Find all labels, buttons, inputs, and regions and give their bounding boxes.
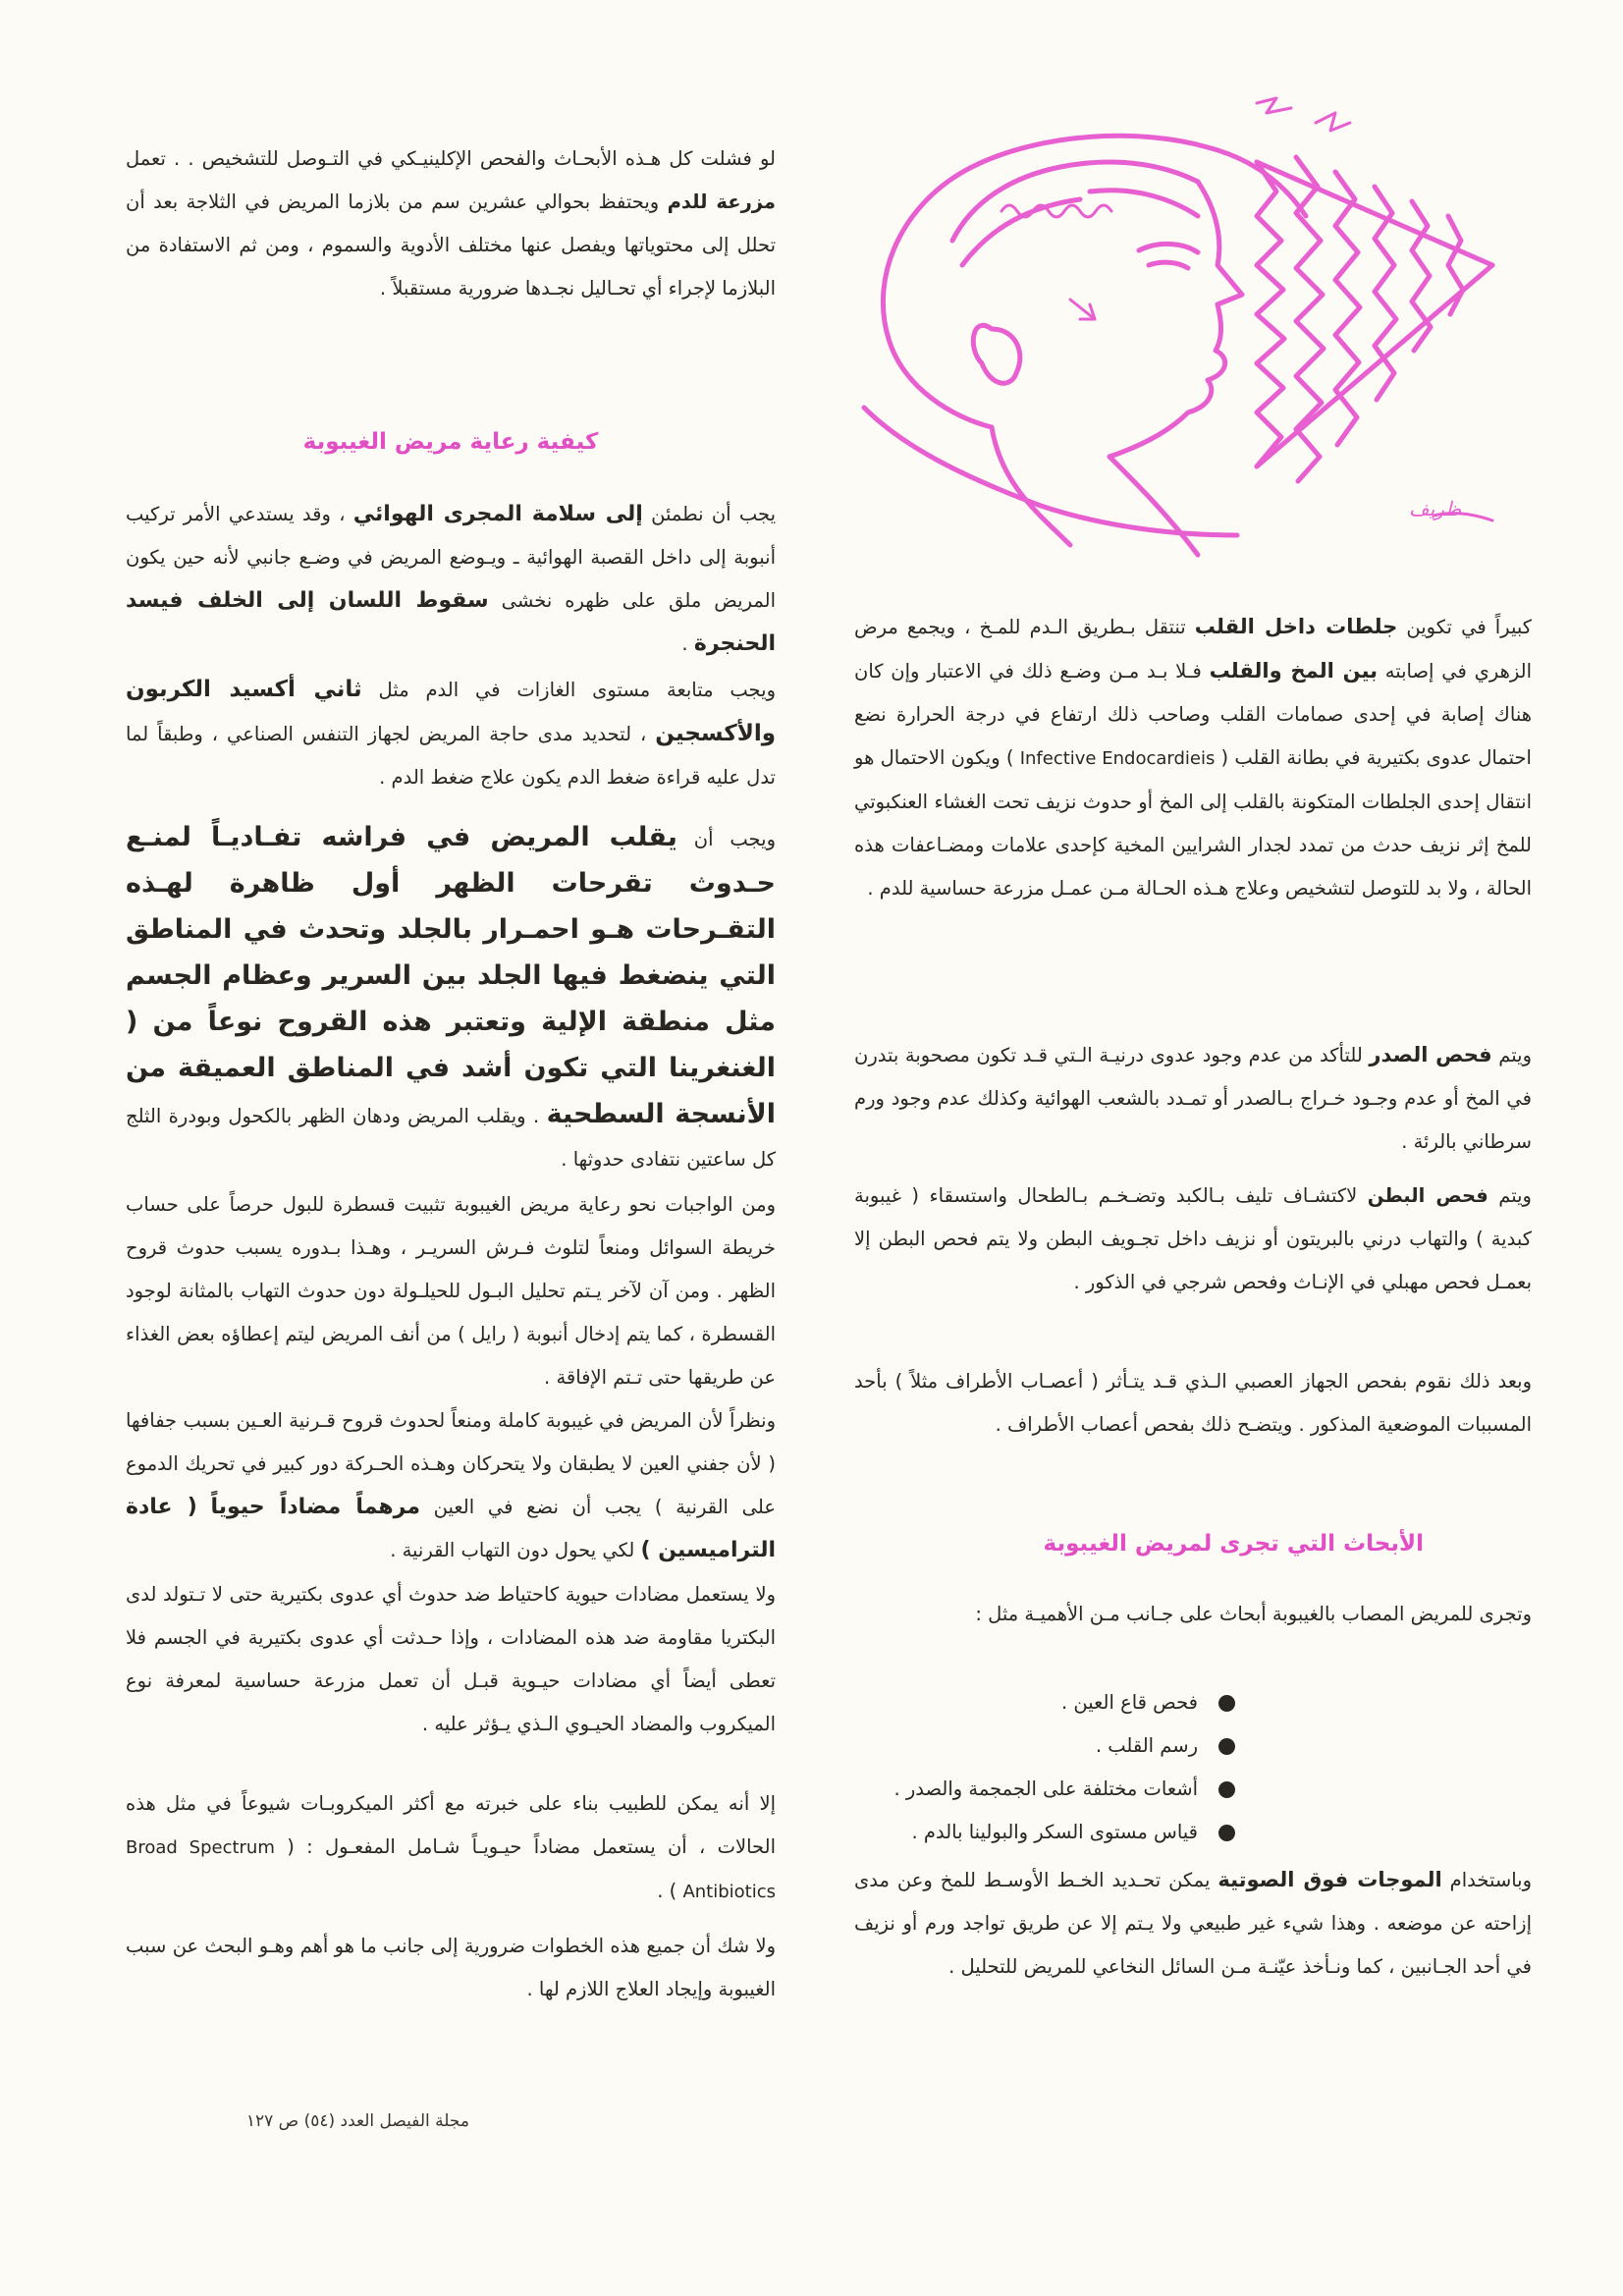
head-wave-illustration [844, 93, 1522, 574]
patient-turning-paragraph: ويجب أن يقلب المريض في فراشه تفـاديـاً لمنـع حـدوث تقرحات الظهر أول ظاهرة لهـذه التقـرحات هـو احمـرار بالجلد وتحدث في المناطق التي ينضغط فيها الجلد بين السرير وعظام الجسم مثل منطقة الإلية وتعتبر هذه القروح نوعاً من ( الغنغرينا التي تكون أشد في المناطق العميقة من الأنسجة السطحية . ويقلب المريض ودهان الظهر بالكحول وبودرة الثلج كل ساعتين نتفادى حدوثها . [126, 822, 777, 1171]
chest-exam-paragraph: ويتم فحص الصدر للتأكد من عدم وجود عدوى درنيـة الـتي قـد تكون مصحوبة بتدرن في المخ أو عدم وجـود خـراج بـالصدر أو تمـدد بالشعب الهوائية وكذلك عدم وجود ورم سرطاني بالرئة . [854, 1043, 1532, 1153]
page-footer: مجلة الفيصل العدد (٥٤) ص ١٢٧ [245, 2111, 469, 2131]
wave-3 [1335, 172, 1360, 445]
section-heading-investigations: الأبحاث التي تجرى لمريض الغيبوبة [1043, 1531, 1424, 1557]
nervous-exam-paragraph: وبعد ذلك نقوم بفحص الجهاز العصبي الـذي قـد يتـأثر ( أعصـاب الأطراف مثلاً ) بأحد المسببات الموضعية المذكور . ويتضـح ذلك بفحص أعصاب الأطراف . [854, 1370, 1532, 1436]
antibiotics-paragraph: ولا يستعمل مضادات حيوية كاحتياط ضد حدوث أي عدوى بكتيرية حتى لا تـتولد لدى البكتريا مقاومة ضد هذه المضادات ، وإذا حـدثت أي عدوى بكتيرية في الجسم فلا تعطى أيضاً أي مضادات حيـوية قبـل أن تعمل مزرعة حساسية لمعرفة نوع الميكروب والمضاد الحيـوي الـذي يـؤثر عليه . [126, 1583, 776, 1735]
ear [973, 325, 1020, 383]
airway-paragraph: يجب أن نطمئن إلى سلامة المجرى الهوائي ، وقد يستدعي الأمر تركيب أنبوبة إلى داخل القصبة الهوائية ـ ويـوضع المريض في وضـع جانبي لأنه حين يكون المريض ملق على ظهره نخشى سقوط اللسان إلى الخلف فيسد الحنجرة . [126, 502, 777, 656]
investigations-intro: وتجرى للمريض المصاب بالغيبوبة أبحاث على جـانب مـن الأهميـة مثل : [975, 1603, 1532, 1625]
abdomen-exam-paragraph: ويتم فحص البطن لاكتشـاف تليف بـالكبد وتضـخـم بـالطحال واستسقاء ( غيبوبة كبدية ) والتهاب درني بالبريتون أو نزيف داخل تجـويف البطن ولا يتم فحص البطن إلا بعمـل فحص مهبلي في الإنـاث وفحص شرجي في الذكور . [854, 1184, 1532, 1293]
catheter-paragraph: ومن الواجبات نحو رعاية مريض الغيبوبة تثبيت قسطرة للبول حرصاً على حساب خريطة السوائل ومنعاً لتلوث فـرش السريـر ، وهـذا بـدوره يسبب حدوث قروح الظهر . ومن آن لآخر يـتم تحليل البـول للحيلـولة دون حدوث التهاب بالمثانة لوجود القسطرة ، كما يتم إدخال أنبوبة ( رايل ) من أنف المريض ليتم إعطاؤه بعض الغذاء عن طريقها حتى تـتم الإفاقة . [126, 1193, 776, 1389]
section-heading-care: كيفية رعاية مريض الغيبوبة [302, 429, 599, 455]
eye-care-paragraph: ونظراً لأن المريض في غيبوبة كاملة ومنعاً لحدوث قروح قـرنية العـين بسبب جفافها ( لأن جفني العين لا يطبقان ولا يتحركان وهـذه الحـركة دور كبير في تحريك الدموع على القرنية ) يجب أن نضع في العين مرهماً مضاداً حيوياً ( عادة التراميسين ) لكي يحول دون التهاب القرنية . [126, 1409, 777, 1562]
broad-spectrum-paragraph: إلا أنه يمكن للطبيب بناء على خبرته مع أكثر الميكروبـات شيوعاً في مثل هذه الحالات ، أن يستعمل مضاداً حيـويـاً شـامل المفعـول : ( Broad Spectrum Antibiotics ) . [126, 1792, 776, 1902]
intro-paragraph: لو فشلت كل هـذه الأبحـاث والفحص الإكلينيـكي في التـوصل للتشخيص . . تعمل مزرعة للدم ويحتفظ بحوالي عشرين سم من بلازما المريض في الثلاجة بعد أن تحلل إلى محتوياتها ويفصل عنها مختلف الأدوية والسموم ، ومن ثم الاستفادة من البلازما لإجراء أي تحـاليل نجـدها ضرورية مستقبلاً . [126, 147, 776, 300]
list-item: قياس مستوى السكر والبولينا بالدم . [854, 1811, 1237, 1854]
list-item: أشعات مختلفة على الجمجمة والصدر . [854, 1768, 1237, 1811]
cone-top [1257, 162, 1492, 265]
face-profile [1109, 182, 1242, 457]
list-item: فحص قاع العين . [854, 1681, 1237, 1724]
closing-paragraph: ولا شك أن جميع هذه الخطوات ضرورية إلى جانب ما هو أهم وهـو البحث عن سبب الغيبوبة وإيجاد العلاج اللازم لها . [126, 1935, 776, 2000]
head-outline [883, 136, 1306, 427]
list-item: رسم القلب . [854, 1724, 1237, 1768]
hair-lines [952, 162, 1198, 265]
heart-clots-paragraph: كبيراً في تكوين جلطات داخل القلب تنتقل بـطريق الـدم للمـخ ، ويجمع مرض الزهري في إصابته بين المخ والقلب فـلا بـد مـن وضـع ذلك في الاعتبار وإن كان هناك إصابة في إحدى صمامات القلب وصاحب ذلك ارتفاع في درجة الحرارة نضع احتمال عدوى بكتيرية في بطانة القلب ( Infective Endocardieis ) ويكون الاحتمال هو انتقال إحدى الجلطات المتكونة بالقلب إلى المخ أو حدوث نزيف تحت الغشاء العنكبوتي للمخ إثر نزيف حدث من تمدد لجدار الشرايين المخية كإحدى علامات ومضـاعفات هذه الحالة ، ولا بد للتوصل لتشخيص وعلاج هـذه الحـالة مـن عمـل مزرعة حساسية للدم . [854, 615, 1532, 900]
blood-gases-paragraph: ويجب متابعة مستوى الغازات في الدم مثل ثاني أكسيد الكربون والأكسجين ، لتحديد مدى حاجة المريض لجهاز التنفس الصناعي ، وطبقاً لما تدل عليه قراءة ضغط الدم يكون علاج ضغط الدم . [126, 677, 776, 789]
illustration-signature: ظريف [1409, 497, 1462, 520]
investigations-list [854, 1681, 1532, 1854]
wave-1 [1257, 162, 1284, 466]
ultrasound-paragraph: وباستخدام الموجات فوق الصوتية يمكن تحـديد الخـط الأوسـط للمخ وعن مدى إزاحته عن موضعه . وهذا شيء غير طبيعي ولا يـتم إلا عن طريق تواجد ورم أو نزيف في أحد الجـانبين ، كما ونـأخذ عيّنـة مـن السائل النخاعي للمريض للتحليل . [854, 1868, 1532, 1978]
